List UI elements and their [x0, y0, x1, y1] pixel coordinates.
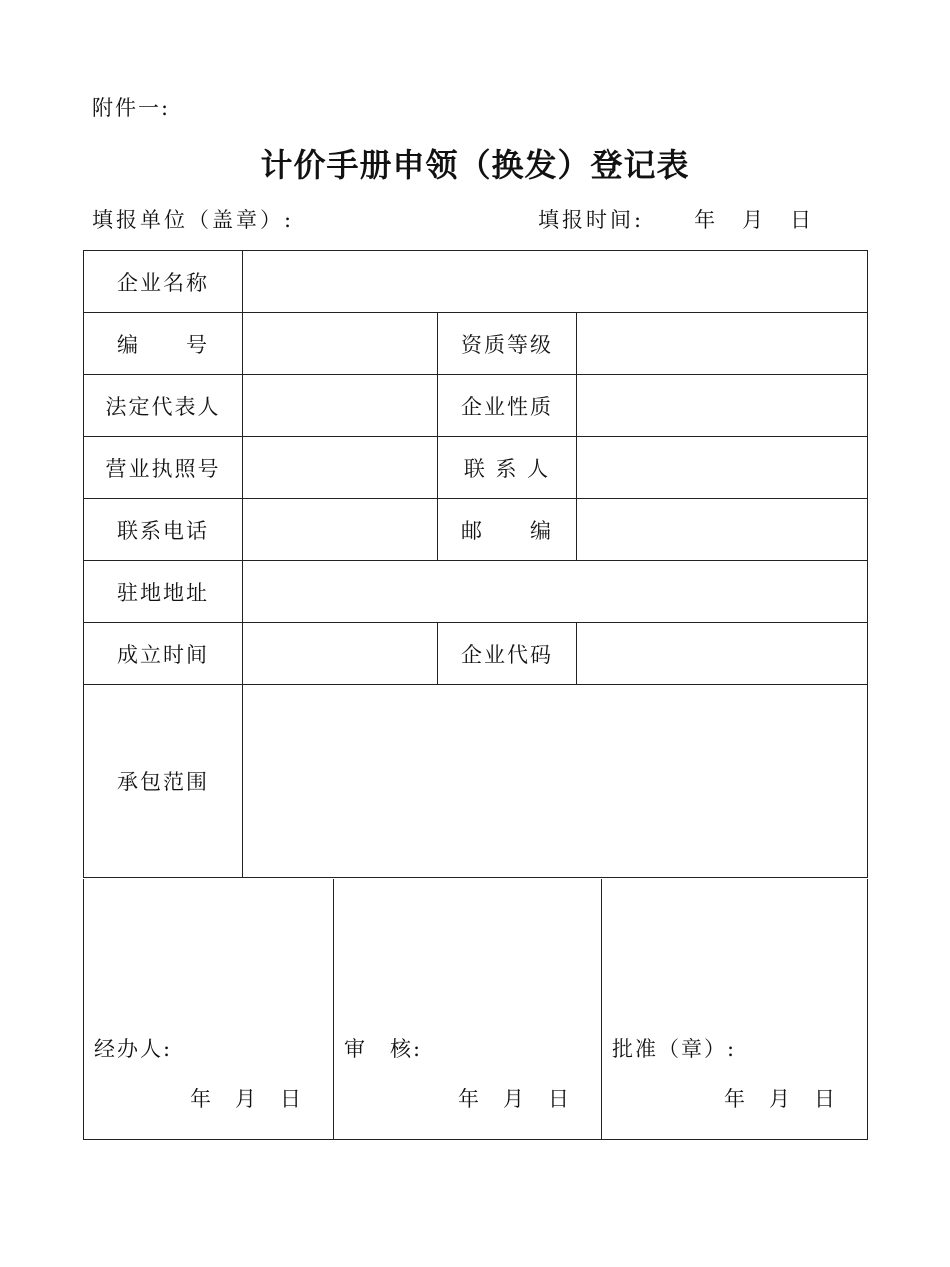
address-field[interactable] — [243, 561, 868, 623]
legal-rep-label: 法定代表人 — [84, 375, 243, 437]
company-code-label: 企业代码 — [438, 623, 577, 685]
scope-label: 承包范围 — [84, 685, 243, 878]
fill-date — [694, 208, 814, 232]
date-day: 日 — [814, 1087, 837, 1111]
postcode-field[interactable] — [577, 499, 868, 561]
signature-table — [83, 879, 868, 1140]
date-month: 月 — [769, 1087, 792, 1111]
company-code-field[interactable] — [577, 623, 868, 685]
handler-cell[interactable] — [84, 879, 334, 1140]
date-day: 日 — [280, 1087, 303, 1111]
date-year: 年 — [724, 1087, 747, 1111]
handler-label: 经办人: — [94, 1037, 173, 1061]
table-row — [84, 375, 868, 437]
handler-date — [190, 1083, 303, 1113]
phone-field[interactable] — [243, 499, 438, 561]
address-label: 驻地地址 — [84, 561, 243, 623]
table-row — [84, 623, 868, 685]
approver-cell[interactable] — [602, 879, 868, 1140]
fill-time-label: 填报时间: — [538, 208, 645, 232]
reviewer-date — [458, 1083, 571, 1113]
table-row — [84, 437, 868, 499]
date-month: 月 — [503, 1087, 526, 1111]
serial-no-field[interactable] — [243, 313, 438, 375]
registration-form — [83, 250, 868, 878]
date-month: 月 — [235, 1087, 258, 1111]
date-day: 日 — [548, 1087, 571, 1111]
nature-field[interactable] — [577, 375, 868, 437]
reviewer-cell[interactable] — [334, 879, 602, 1140]
contact-label: 联 系 人 — [438, 437, 577, 499]
fill-time — [538, 204, 814, 234]
scope-field[interactable] — [243, 685, 868, 878]
fill-unit-label: 填报单位（盖章）: — [92, 208, 295, 232]
reviewer-label: 审 核: — [344, 1037, 423, 1061]
date-year: 年 — [190, 1087, 213, 1111]
license-no-field[interactable] — [243, 437, 438, 499]
date-year: 年 — [694, 208, 719, 232]
qualification-label: 资质等级 — [438, 313, 577, 375]
table-row — [84, 561, 868, 623]
date-day: 日 — [790, 208, 815, 232]
attachment-label: 附件一: — [92, 96, 171, 120]
legal-rep-field[interactable] — [243, 375, 438, 437]
company-name-field[interactable] — [243, 251, 868, 313]
serial-no-label: 编 号 — [84, 313, 243, 375]
contact-field[interactable] — [577, 437, 868, 499]
phone-label: 联系电话 — [84, 499, 243, 561]
postcode-label: 邮 编 — [438, 499, 577, 561]
table-row — [84, 879, 868, 1140]
qualification-field[interactable] — [577, 313, 868, 375]
founded-label: 成立时间 — [84, 623, 243, 685]
table-row — [84, 685, 868, 878]
date-year: 年 — [458, 1087, 481, 1111]
license-no-label: 营业执照号 — [84, 437, 243, 499]
table-row — [84, 499, 868, 561]
founded-field[interactable] — [243, 623, 438, 685]
nature-label: 企业性质 — [438, 375, 577, 437]
table-row — [84, 251, 868, 313]
page-title: 计价手册申领（换发）登记表 — [260, 146, 690, 184]
approver-date — [724, 1083, 837, 1113]
approver-label: 批准（章）: — [612, 1037, 737, 1061]
date-month: 月 — [742, 208, 767, 232]
company-name-label: 企业名称 — [84, 251, 243, 313]
table-row — [84, 313, 868, 375]
